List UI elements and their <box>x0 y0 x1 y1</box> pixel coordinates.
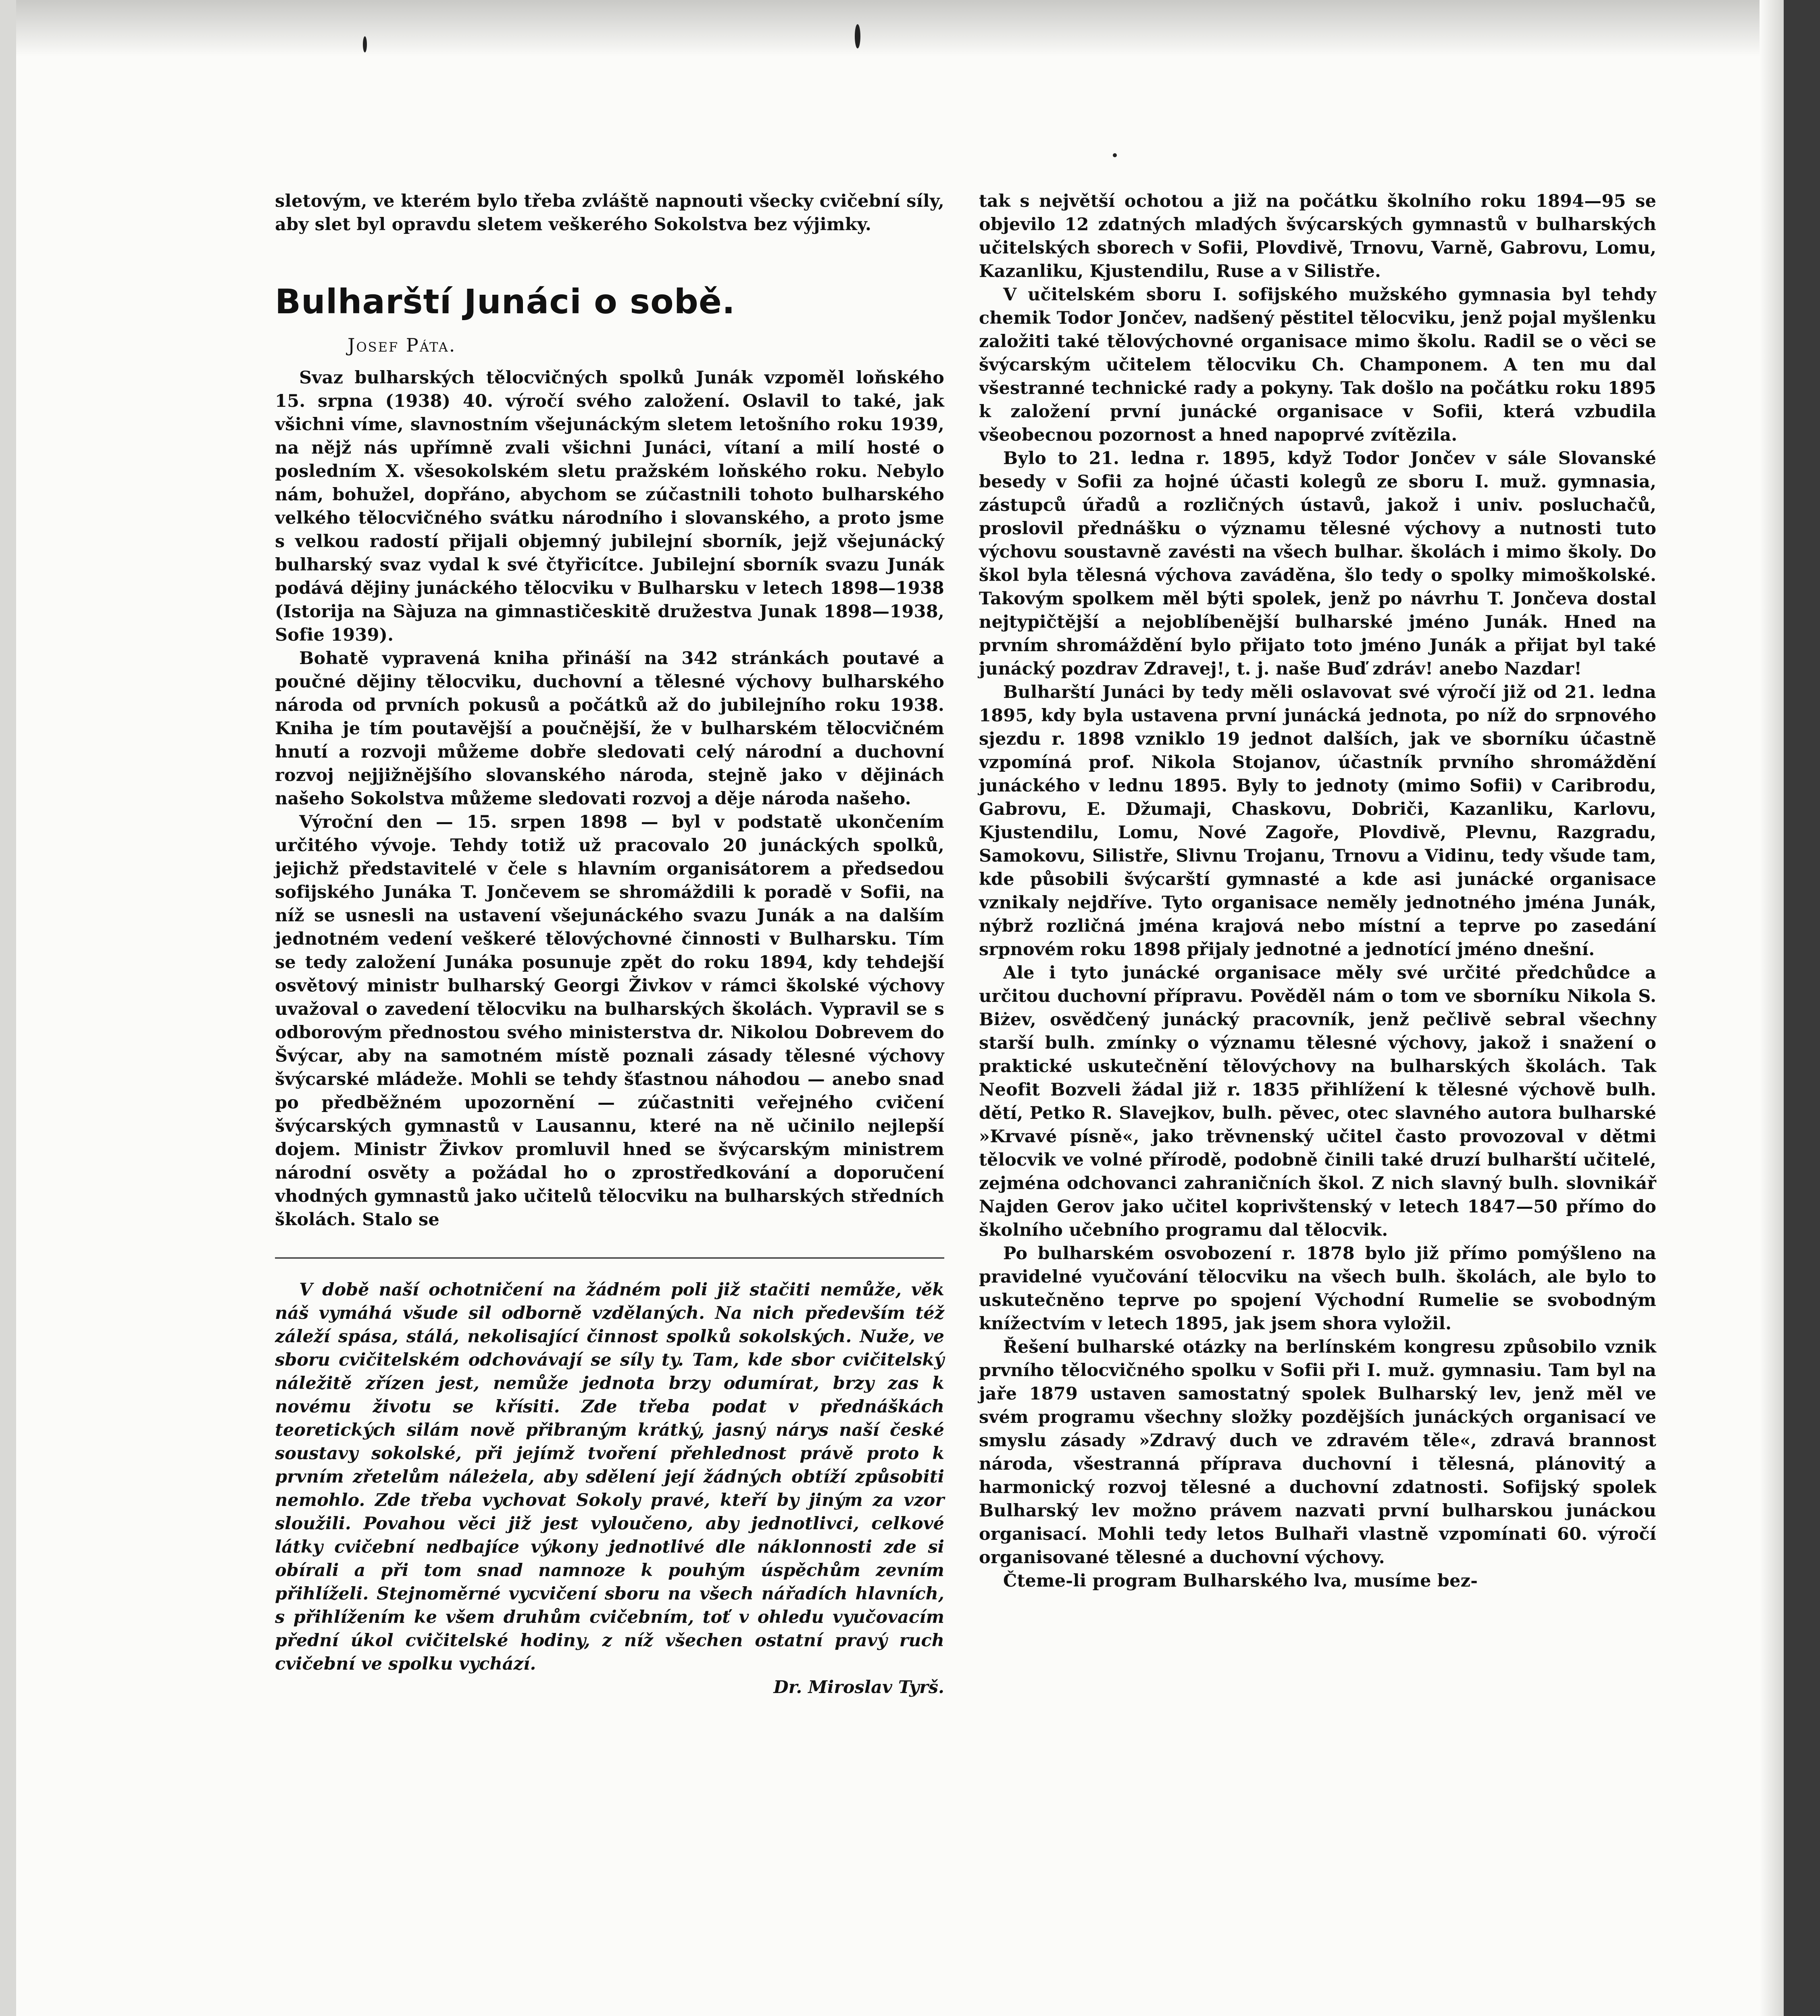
body-paragraph: V učitelském sboru I. sofijského mužského gymnasia byl tehdy chemik Todor Jončev, nadšený pěstitel tělocviku, jenž pojal myšlenku založiti také tělovýchovné organisace mimo školu. Radil se o věci se švýcarským učitelem tělocviku Ch. Champonem. A ten mu dal všestranné technické rady a pokyny. Tak došlo na počátku roku 1895 k založení první junácké organisace v Sofii, která vzbudila všeobecnou pozornost a hned napoprvé zvítězila. <box>979 285 1656 445</box>
body-paragraph: Bylo to 21. ledna r. 1895, když Todor Jončev v sále Slovanské besedy v Sofii za hojné účasti kolegů ze sboru I. muž. gymnasia, zástupců úřadů a rozličných ústavů, jakož i univ. posluchačů, proslovil přednášku o významu tělesné výchovy a nutnosti tuto výchovu soustavně zavésti na všech bulhar. školách i mimo školy. Do škol byla tělesná výchova zaváděna, šlo tedy o spolky mimoškolské. Takovým spolkem měl býti spolek, jenž po návrhu T. Jončeva dostal nejtypičtější a nejoblíbenější bulharské jméno Junák. Hned na prvním shromáždění bylo přijato toto jméno Junák a přijat byl také junácký pozdrav Zdravej!, t. j. naše Buď zdráv! anebo Nazdar! <box>979 448 1656 679</box>
left-column <box>275 190 944 1699</box>
body-paragraph: tak s největší ochotou a již na počátku školního roku 1894—95 se objevilo 12 zdatných mladých švýcarských gymnastů v bulharských učitelských sborech v Sofii, Plovdivě, Trnovu, Varně, Gabrovu, Lomu, Kazanliku, Kjustendilu, Ruse a v Silistře. <box>979 191 1656 281</box>
article-author: Josef Páta. <box>348 334 456 356</box>
scan-edge-top <box>0 0 1820 56</box>
right-column <box>979 190 1656 1593</box>
quote-signature: Dr. Miroslav Tyrš. <box>773 1677 944 1697</box>
body-paragraph: Bohatě vypravená kniha přináší na 342 stránkách poutavé a poučné dějiny tělocviku, duchovní a tělesné výchovy bulharského národa od prvních pokusů a počátků až do jubilejního roku 1938. Kniha je tím poutavější a poučnější, že v bulharském tělocvičném hnutí a rozvoji můžeme dobře sledovati celý národní a duchovní rozvoj nejjižnějšího slovanského národa, stejně jako v dějinách našeho Sokolstva můžeme sledovati rozvoj a děje národa našeho. <box>275 648 944 809</box>
body-paragraph: Ale i tyto junácké organisace měly své určité předchůdce a určitou duchovní přípravu. Pověděl nám o tom ve sborníku Nikola S. Biżev, osvědčený junácký pracovník, jenž pečlivě sebral všechny starší bulh. zmínky o významu tělesné výchovy, jakož i snažení o praktické uskutečnění tělovýchovy na bulharských školách. Tak Neofit Bozveli žádal již r. 1835 přihlížení k tělesné výchově bulh. dětí, Petko R. Slavejkov, bulh. pěvec, otec slavného autora bulharské »Krvavé písně«, jako trěvnenský učitel často provozoval v dětmi tělocvik ve volné přírodě, podobně činili také druzí bulharští učitelé, zejména odchovanci zahraničních škol. Z nich slavný bulh. slovnikář Najden Gerov jako učitel koprivštenský v letech 1847—50 přímo do školního učebního programu dal tělocvik. <box>979 963 1656 1240</box>
body-paragraph: Řešení bulharské otázky na berlínském kongresu způsobilo vznik prvního tělocvičného spolku v Sofii při I. muž. gymnasiu. Tam byl na jaře 1879 ustaven samostatný spolek Bulharský lev, jenž měl ve svém programu všechny složky pozdějších junáckých organisací ve smyslu zásady »Zdravý duch ve zdravém těle«, zdravá brannost národa, všestranná příprava duchovní i tělesná, plánovitý a harmonický rozvoj tělesné a duchovní zdatnosti. Sofijský spolek Bulharský lev možno právem nazvati první bulharskou junáckou organisací. Mohli tedy letos Bulhaři vlastně vzpomínati 60. výročí organisované tělesné a duchovní výchovy. <box>979 1337 1656 1568</box>
continuation-paragraph: sletovým, ve kterém bylo třeba zvláště napnouti všecky cvičební síly, aby slet byl opravdu sletem veškerého Sokolstva bez výjimky. <box>275 191 944 235</box>
scan-speck <box>1113 153 1117 157</box>
body-paragraph: Po bulharském osvobození r. 1878 bylo již přímo pomýšleno na pravidelné vyučování tělocviku na všech bulh. školách, ale bylo to uskutečněno teprve po spojení Východní Rumelie se svobodným knížectvím v letech 1895, jak jsem shora vyložil. <box>979 1243 1656 1334</box>
tyrs-quote: V době naší ochotničení na žádném poli již stačiti nemůže, věk náš vymáhá všude sil odborně vzdělaných. Na nich především též záleží spása, stálá, nekolisající činnost spolků sokolských. Nuže, ve sboru cvičitelském odchovávají se síly ty. Tam, kde sbor cvičitelský náležitě zřízen jest, nemůže jednota brzy odumírat, brzy zas k novému životu se křísiti. Zde třeba podat v přednáškách teoretických silám nově přibraným krátký, jasný nárys naší české soustavy sokolské, při jejímž tvoření přehlednost právě proto k prvním zřetelům náleżela, aby sdělení její žádných obtíží způsobiti nemohlo. Zde třeba vychovat Sokoly pravé, kteří by jiným za vzor sloužili. Povahou věci již jest vyloučeno, aby jednotlivci, celkové látky cvičební nedbajíce výkony jednotlivé dle náklonnosti zde si obírali a při tom snad namnoze k pouhým úspěchům zevním přihlíželi. Stejnoměrné vycvičení sboru na všech nářadích hlavních, s přihlížením ke všem druhům cvičebním, toť v ohledu vyučovacím přední úkol cvičitelské hodiny, z níž všechen ostatní pravý ruch cvičební ve spolku vychází. <box>275 1280 944 1674</box>
body-paragraph: Svaz bulharských tělocvičných spolků Junák vzpoměl loňského 15. srpna (1938) 40. výročí svého založení. Oslavil to také, jak všichni víme, slavnostním všejunáckým sletem letošního roku 1939, na nějž nás upřímně zvali všichni Junáci, vítaní a milí hosté o posledním X. všesokolském sletu pražském loňského roku. Nebylo nám, bohužel, dopřáno, abychom se zúčastnili tohoto bulharského velkého tělocvičného svátku národního i slovanského, a proto jsme s velkou radostí přijali objemný jubilejní sborník, jejž všejunácký bulharský svaz vydal k své čtyřicítce. Jubilejní sborník svazu Junák podává dějiny junáckého tělocviku v Bulharsku v letech 1898—1938 (Istorija na Sàjuza na gimnastičeskitě družestva Junak 1898—1938, Sofie 1939). <box>275 368 944 645</box>
scan-speck <box>855 24 860 48</box>
body-paragraph: Bulharští Junáci by tedy měli oslavovat své výročí již od 21. ledna 1895, kdy byla ustavena první junácká jednota, po níž do srpnového sjezdu r. 1898 vzniklo 19 jednot dalších, jak ve sborníku účastně vzpomíná prof. Nikola Stojanov, účastník prvního shromáždění junáckého v lednu 1895. Byly to jednoty (mimo Sofii) v Caribrodu, Gabrovu, E. Džumaji, Chaskovu, Dobriči, Kazanliku, Karlovu, Kjustendilu, Lomu, Nové Zagoře, Plovdivě, Plevnu, Razgradu, Samokovu, Silistře, Slivnu Trojanu, Trnovu a Vidinu, tedy všude tam, kde působili švýcarští gymnasté a kde asi junácké organisace vznikaly nejdříve. Tyto organisace neměly jednotného jména Junák, nýbrž rozličná jména krajová nebo místní a teprve po zasedání srpnovém roku 1898 přijaly jednotné a jednotící jméno dnešní. <box>979 682 1656 960</box>
body-paragraph: Čteme-li program Bulharského lva, musíme bez- <box>1003 1571 1478 1591</box>
scan-shadow-right <box>1760 0 1784 2016</box>
scan-edge-left <box>0 0 16 2016</box>
section-divider <box>275 1257 944 1259</box>
body-paragraph: Výroční den — 15. srpen 1898 — byl v podstatě ukončením určitého vývoje. Tehdy totiž už pracovalo 20 junáckých spolků, jejichž představitelé v čele s hlavním organisátorem a předsedou sofijského Junáka T. Jončevem se shromáždili k poradě v Sofii, na níž se usnesli na ustavení všejunáckého svazu Junák a na dalším jednotném vedení veškeré tělovýchovné činnosti v Bulharsku. Tím se tedy založení Junáka posunuje zpět do roku 1894, kdy tehdejší osvětový ministr bulharský Georgi Živkov v rámci školské výchovy uvažoval o zavedení tělocviku na bulharských školách. Vypravil se s odborovým přednostou svého ministerstva dr. Nikolou Dobrevem do Švýcar, aby na samotném místě poznali zásady tělesné výchovy švýcarské mládeže. Mohli se tehdy šťastnou náhodou — anebo snad po předběžném upozornění — zúčastniti veřejného cvičení švýcarských gymnastů v Lausannu, které na ně učinilo nejlepší dojem. Ministr Živkov promluvil hned se švýcarským ministrem národní osvěty a požádal ho o zprostředkování a doporučení vhodných gymnastů jako učitelů tělocviku na bulharských středních školách. Stalo se <box>275 812 944 1230</box>
scan-speck <box>363 36 367 52</box>
scan-edge-right <box>1784 0 1820 2016</box>
article-title: Bulharští Junáci o sobě. <box>275 282 735 321</box>
